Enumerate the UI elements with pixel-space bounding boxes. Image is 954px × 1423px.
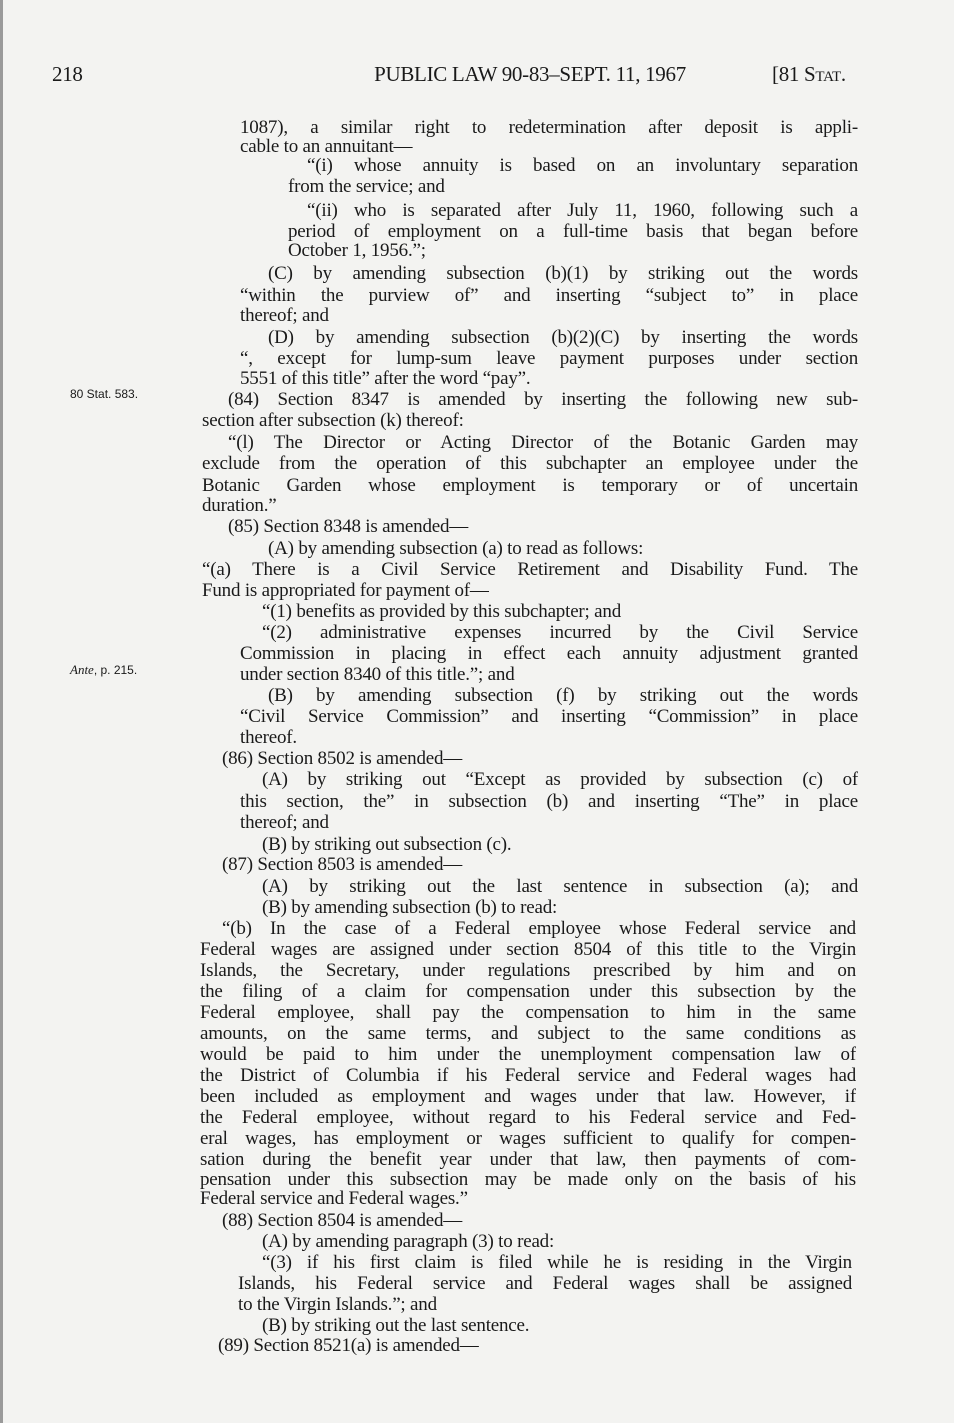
text-line: thereof; and (240, 305, 329, 326)
text-line: (89) Section 8521(a) is amended— (218, 1335, 479, 1356)
text-line: (A) by striking out “Except as provided by subsection (c) of (262, 769, 858, 790)
text-line: “(3) if his first claim is filed while he is residing in the Virgin (262, 1252, 852, 1273)
text-line: thereof; and (240, 812, 329, 833)
text-line: “(b) In the case of a Federal employee whose Federal service and (222, 918, 856, 939)
text-line: 5551 of this title” after the word “pay”. (240, 368, 531, 389)
text-line: Federal wages are assigned under section 8504 of this title to the Virgin (200, 939, 856, 960)
text-line: to the Virgin Islands.”; and (238, 1294, 437, 1315)
text-line: “(1) benefits as provided by this subchapter; and (262, 601, 622, 622)
text-line: the District of Columbia if his Federal service and Federal wages had (200, 1065, 856, 1086)
text-line: “(l) The Director or Acting Director of the Botanic Garden may (228, 432, 858, 453)
text-line: eral wages, has employment or wages sufficient to qualify for compen- (200, 1128, 856, 1149)
margin-note-ante-italic: Ante (70, 662, 94, 677)
text-line: (B) by amending subsection (b) to read: (262, 897, 558, 918)
text-line: (C) by amending subsection (b)(1) by striking out the words (268, 263, 858, 284)
text-line: the filing of a claim for compensation under this subsection by the (200, 981, 856, 1002)
margin-note-80-stat: 80 Stat. 583. (70, 387, 139, 401)
text-line: (B) by striking out the last sentence. (262, 1315, 530, 1336)
text-line: (87) Section 8503 is amended— (222, 854, 463, 875)
text-line: “Civil Service Commission” and inserting “Commission” in place (240, 706, 858, 727)
text-line: duration.” (202, 495, 277, 516)
text-line: been included as employment and wages under that law. However, if (200, 1086, 856, 1107)
text-line: section after subsection (k) thereof: (202, 410, 464, 431)
text-line: “(i) whose annuity is based on an involuntary separation (307, 155, 858, 176)
text-line: Commission in placing in effect each annuity adjustment granted (240, 643, 858, 664)
text-line: cable to an annuitant— (240, 136, 413, 157)
text-line: (85) Section 8348 is amended— (228, 516, 469, 537)
text-line: exclude from the operation of this subchapter an employee under the (202, 453, 858, 474)
text-line: thereof. (240, 727, 297, 748)
text-line: October 1, 1956.”; (288, 240, 426, 261)
text-line: pensation under this subsection may be made only on the basis of his (200, 1169, 856, 1190)
text-line: (88) Section 8504 is amended— (222, 1210, 463, 1231)
text-line: “(2) administrative expenses incurred by the Civil Service (262, 622, 858, 643)
text-line: Fund is appropriated for payment of— (202, 580, 489, 601)
scan-edge (0, 0, 3, 1423)
text-line: Federal employee, shall pay the compensation to him in the same (200, 1002, 856, 1023)
text-line: “, except for lump-sum leave payment purposes under section (240, 348, 858, 369)
running-title: PUBLIC LAW 90-83–SEPT. 11, 1967 (374, 62, 686, 86)
text-line: sation during the benefit year under that law, then payments of com- (200, 1149, 856, 1170)
text-line: amounts, on the same terms, and subject to the same conditions as (200, 1023, 856, 1044)
text-line: “(a) There is a Civil Service Retirement and Disability Fund. The (202, 559, 858, 580)
text-line: “(ii) who is separated after July 11, 1960, following such a (307, 200, 858, 221)
text-line: “within the purview of” and inserting “subject to” in place (240, 285, 858, 306)
text-line: (A) by amending paragraph (3) to read: (262, 1231, 555, 1252)
text-line: Federal service and Federal wages.” (200, 1188, 468, 1209)
text-line: period of employment on a full-time basis that began before (288, 221, 858, 242)
text-line: Islands, his Federal service and Federal wages shall be assigned (238, 1273, 852, 1294)
text-line: Islands, the Secretary, under regulations prescribed by him and on (200, 960, 856, 981)
text-line: would be paid to him under the unemployment compensation law of (200, 1044, 856, 1065)
text-line: Botanic Garden whose employment is temporary or of uncertain (202, 475, 858, 496)
text-line: (B) by striking out subsection (c). (262, 834, 512, 855)
text-line: 1087), a similar right to redetermination after deposit is appli- (240, 117, 858, 138)
text-line: (84) Section 8347 is amended by inserting the following new sub- (228, 389, 858, 410)
text-line: the Federal employee, without regard to his Federal service and Fed- (200, 1107, 856, 1128)
text-line: from the service; and (288, 176, 445, 197)
text-line: this section, the” in subsection (b) and inserting “The” in place (240, 791, 858, 812)
text-line: (86) Section 8502 is amended— (222, 748, 463, 769)
text-line: (D) by amending subsection (b)(2)(C) by inserting the words (268, 327, 858, 348)
text-line: (A) by amending subsection (a) to read as follows: (268, 538, 644, 559)
text-line: under section 8340 of this title.”; and (240, 664, 515, 685)
page-number: 218 (52, 62, 83, 86)
text-line: (A) by striking out the last sentence in subsection (a); and (262, 876, 858, 897)
margin-note-ante-page: , p. 215. (93, 663, 138, 677)
margin-note-ante (70, 662, 137, 678)
statute-reference: [81 Stat. (772, 62, 846, 86)
text-line: (B) by amending subsection (f) by striking out the words (268, 685, 858, 706)
